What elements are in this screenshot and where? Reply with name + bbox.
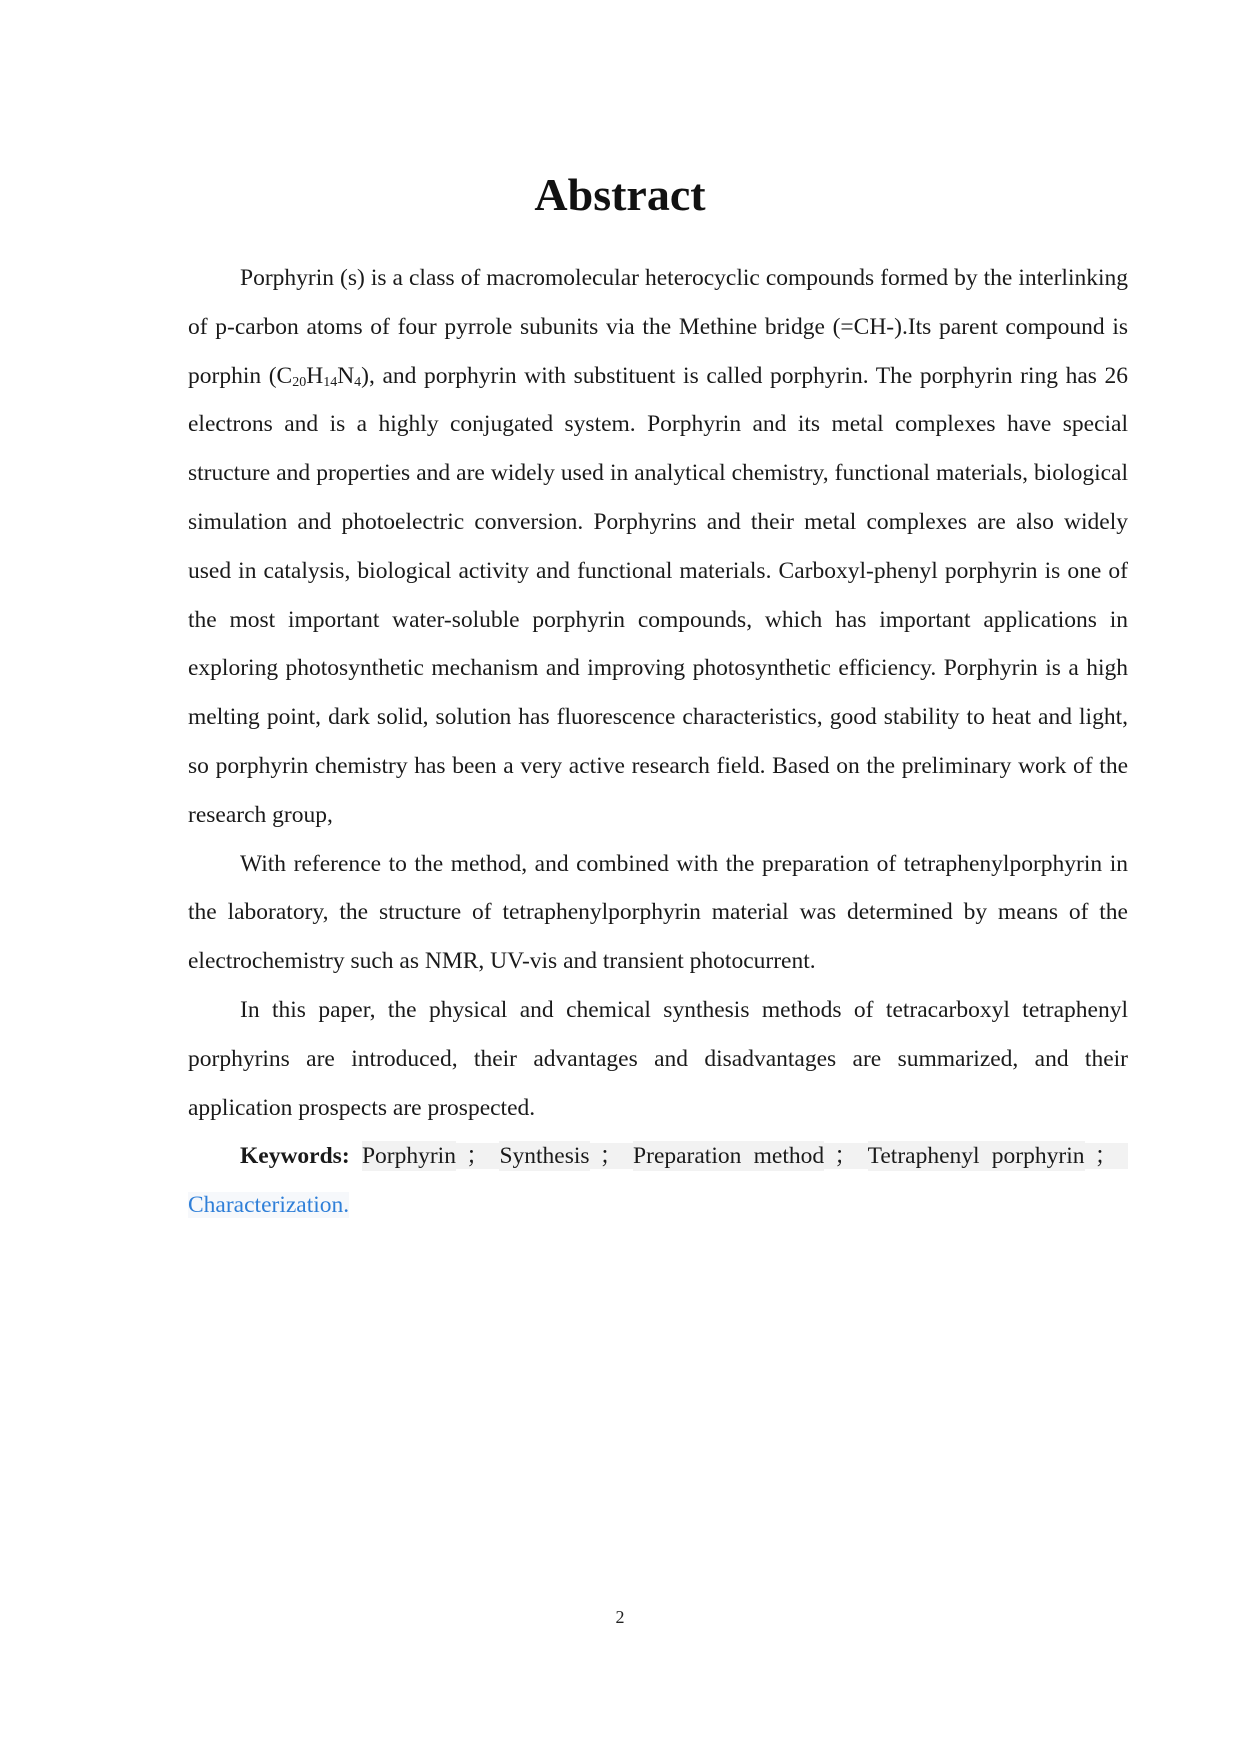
keyword-item: Synthesis <box>499 1143 590 1170</box>
keyword-separator: ； <box>1085 1143 1129 1169</box>
paragraph-1-text-a: Porphyrin (s) is a class of macromolecular heterocyclic compounds formed by the interlinking of p-carbon atoms of four pyrrole subunits via the Methine bridge (=CH-).Its parent compound is porphin (C <box>188 265 1128 389</box>
keyword-separator: ； <box>590 1143 634 1169</box>
keyword-item: Tetraphenyl porphyrin <box>867 1143 1085 1170</box>
keywords-line <box>188 1132 1128 1230</box>
keyword-item: Porphyrin <box>361 1143 456 1170</box>
abstract-body <box>188 254 1128 1230</box>
keyword-item: Preparation method <box>633 1143 825 1170</box>
keyword-item-last: Characterization. <box>188 1192 350 1219</box>
abstract-paragraph-1 <box>188 254 1128 840</box>
paragraph-1-text-b: ), and porphyrin with substituent is called porphyrin. The porphyrin ring has 26 electrons and is a highly conjugated system. Porphyrin and its metal complexes have special structure and properties and are widely used in analytical chemistry, functional materials, biological simulation and photoelectric conversion. Porphyrins and their metal complexes are also widely used in catalysis, biological activity and functional materials. Carboxyl-phenyl porphyrin is one of the most important water-soluble porphyrin compounds, which has important applications in exploring photosynthetic mechanism and improving photosynthetic efficiency. Porphyrin is a high melting point, dark solid, solution has fluorescence characteristics, good stability to heat and light, so porphyrin chemistry has been a very active research field. Based on the preliminary work of the research group, <box>188 362 1128 828</box>
page-title: Abstract <box>534 169 706 220</box>
keywords-label: Keywords: <box>240 1143 350 1170</box>
formula-subscript-h: 14 <box>323 374 338 390</box>
formula-n: N <box>337 362 355 389</box>
abstract-paragraph-2: With reference to the method, and combined with the preparation of tetraphenylporphyrin in the laboratory, the structure of tetraphenylporphyrin material was determined by means of the electrochemistry such as NMR, UV-vis and transient photocurrent. <box>188 850 1128 975</box>
keyword-separator: ； <box>824 1143 868 1169</box>
keyword-separator: ； <box>456 1143 500 1169</box>
page-number: 2 <box>615 1607 625 1627</box>
formula-subscript-n: 4 <box>354 374 362 390</box>
formula-subscript-c: 20 <box>292 374 307 390</box>
formula-h: H <box>306 362 324 389</box>
abstract-paragraph-3: In this paper, the physical and chemical synthesis methods of tetracarboxyl tetraphenyl porphyrins are introduced, their advantages and disadvantages are summarized, and their application prospects are prospected. <box>188 996 1128 1121</box>
